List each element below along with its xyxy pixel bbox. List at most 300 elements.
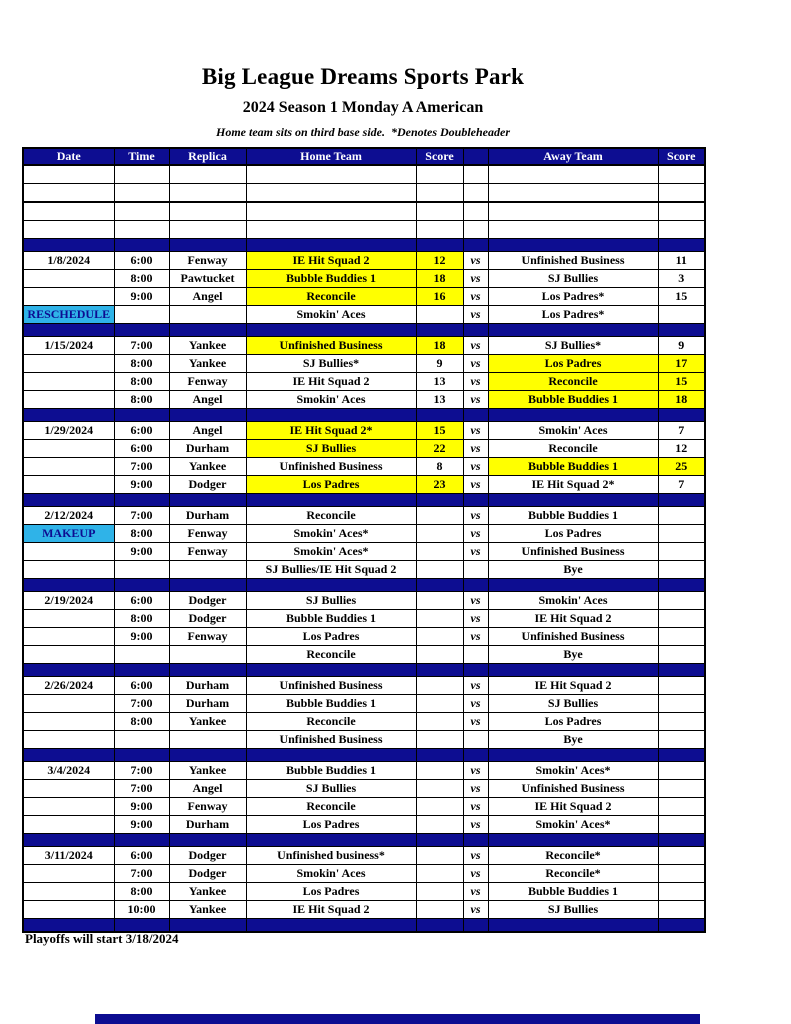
away-team-cell: Reconcile* — [488, 865, 658, 883]
home-score-cell — [416, 543, 463, 561]
away-score-cell — [658, 628, 705, 646]
home-score-cell — [416, 306, 463, 324]
date-cell — [23, 731, 114, 749]
col-header-away-team: Away Team — [488, 148, 658, 165]
home-score-cell — [416, 507, 463, 525]
separator-cell — [416, 239, 463, 252]
separator-cell — [23, 664, 114, 677]
col-header-home-score: Score — [416, 148, 463, 165]
away-team-cell: Los Padres* — [488, 306, 658, 324]
empty-cell — [463, 165, 488, 184]
away-score-cell: 17 — [658, 355, 705, 373]
time-cell: 9:00 — [114, 628, 169, 646]
time-cell: 6:00 — [114, 592, 169, 610]
empty-cell — [416, 221, 463, 239]
separator-cell — [246, 409, 416, 422]
time-cell: 8:00 — [114, 525, 169, 543]
empty-cell — [114, 184, 169, 203]
separator-row — [23, 239, 705, 252]
date-cell — [23, 901, 114, 919]
vs-cell: vs — [463, 847, 488, 865]
replica-cell: Dodger — [169, 847, 246, 865]
away-team-cell: Unfinished Business — [488, 252, 658, 270]
time-cell: 9:00 — [114, 288, 169, 306]
replica-cell: Dodger — [169, 610, 246, 628]
away-score-cell — [658, 713, 705, 731]
away-team-cell: IE Hit Squad 2 — [488, 677, 658, 695]
empty-row — [23, 184, 705, 203]
vs-cell: vs — [463, 525, 488, 543]
home-team-cell: SJ Bullies — [246, 592, 416, 610]
away-score-cell: 25 — [658, 458, 705, 476]
away-team-cell: Unfinished Business — [488, 780, 658, 798]
away-score-cell — [658, 847, 705, 865]
away-score-cell — [658, 610, 705, 628]
time-cell: 7:00 — [114, 507, 169, 525]
separator-cell — [246, 664, 416, 677]
date-cell — [23, 476, 114, 494]
empty-cell — [416, 202, 463, 221]
away-score-cell — [658, 677, 705, 695]
separator-cell — [488, 494, 658, 507]
separator-cell — [114, 749, 169, 762]
away-score-cell: 15 — [658, 373, 705, 391]
away-score-cell — [658, 525, 705, 543]
vs-cell: vs — [463, 610, 488, 628]
separator-cell — [23, 834, 114, 847]
empty-cell — [246, 165, 416, 184]
time-cell: 6:00 — [114, 252, 169, 270]
replica-cell: Durham — [169, 440, 246, 458]
date-cell: 3/4/2024 — [23, 762, 114, 780]
separator-cell — [114, 579, 169, 592]
page-title: Big League Dreams Sports Park — [201, 64, 525, 89]
date-cell — [23, 373, 114, 391]
separator-cell — [488, 239, 658, 252]
separator-cell — [169, 494, 246, 507]
date-cell — [23, 713, 114, 731]
header-row — [23, 148, 705, 165]
home-team-cell: Smokin' Aces — [246, 391, 416, 409]
vs-cell: vs — [463, 780, 488, 798]
home-team-cell: Smokin' Aces* — [246, 525, 416, 543]
home-team-cell: Unfinished Business — [246, 337, 416, 355]
date-cell: 1/29/2024 — [23, 422, 114, 440]
schedule-row — [23, 731, 705, 749]
replica-cell — [169, 306, 246, 324]
schedule-row — [23, 337, 705, 355]
separator-cell — [488, 919, 658, 933]
col-header-vs — [463, 148, 488, 165]
replica-cell: Fenway — [169, 628, 246, 646]
away-score-cell: 7 — [658, 422, 705, 440]
schedule-row — [23, 373, 705, 391]
home-score-cell: 18 — [416, 337, 463, 355]
separator-cell — [246, 324, 416, 337]
separator-cell — [114, 919, 169, 933]
page-subtitle: 2024 Season 1 Monday A American — [242, 99, 484, 116]
separator-cell — [416, 749, 463, 762]
home-team-cell: Reconcile — [246, 507, 416, 525]
away-score-cell — [658, 695, 705, 713]
date-cell — [23, 780, 114, 798]
schedule-row — [23, 628, 705, 646]
away-score-cell — [658, 507, 705, 525]
vs-cell: vs — [463, 592, 488, 610]
schedule-row — [23, 270, 705, 288]
home-team-cell: Los Padres — [246, 883, 416, 901]
away-team-cell: SJ Bullies — [488, 901, 658, 919]
time-cell: 9:00 — [114, 543, 169, 561]
home-score-cell: 16 — [416, 288, 463, 306]
vs-cell: vs — [463, 458, 488, 476]
home-score-cell — [416, 883, 463, 901]
date-cell — [23, 646, 114, 664]
empty-row — [23, 202, 705, 221]
home-team-cell: SJ Bullies — [246, 780, 416, 798]
replica-cell: Yankee — [169, 901, 246, 919]
replica-cell: Durham — [169, 677, 246, 695]
schedule-row — [23, 780, 705, 798]
separator-cell — [169, 239, 246, 252]
home-score-cell — [416, 592, 463, 610]
time-cell: 8:00 — [114, 270, 169, 288]
separator-cell — [416, 494, 463, 507]
away-score-cell: 15 — [658, 288, 705, 306]
replica-cell: Fenway — [169, 373, 246, 391]
replica-cell: Yankee — [169, 337, 246, 355]
away-score-cell: 7 — [658, 476, 705, 494]
vs-cell — [463, 646, 488, 664]
away-score-cell — [658, 798, 705, 816]
replica-cell: Yankee — [169, 458, 246, 476]
separator-cell — [463, 494, 488, 507]
schedule-row — [23, 525, 705, 543]
separator-cell — [463, 664, 488, 677]
time-cell: 8:00 — [114, 610, 169, 628]
home-score-cell — [416, 798, 463, 816]
home-team-cell: IE Hit Squad 2 — [246, 373, 416, 391]
away-score-cell — [658, 780, 705, 798]
home-score-cell: 12 — [416, 252, 463, 270]
time-cell: 6:00 — [114, 677, 169, 695]
separator-cell — [488, 324, 658, 337]
home-team-cell: Los Padres — [246, 816, 416, 834]
separator-cell — [114, 239, 169, 252]
separator-cell — [23, 494, 114, 507]
schedule-row — [23, 816, 705, 834]
empty-cell — [463, 184, 488, 203]
separator-cell — [23, 409, 114, 422]
empty-cell — [488, 221, 658, 239]
replica-cell: Angel — [169, 422, 246, 440]
schedule-row — [23, 592, 705, 610]
away-score-cell — [658, 306, 705, 324]
empty-cell — [658, 184, 705, 203]
replica-cell — [169, 731, 246, 749]
home-score-cell — [416, 695, 463, 713]
vs-cell: vs — [463, 901, 488, 919]
separator-cell — [169, 409, 246, 422]
separator-cell — [658, 579, 705, 592]
home-score-cell: 15 — [416, 422, 463, 440]
home-team-cell: Smokin' Aces — [246, 306, 416, 324]
away-team-cell: SJ Bullies — [488, 695, 658, 713]
time-cell: 8:00 — [114, 391, 169, 409]
replica-cell: Durham — [169, 816, 246, 834]
away-team-cell: Unfinished Business — [488, 628, 658, 646]
empty-row — [23, 221, 705, 239]
separator-cell — [114, 664, 169, 677]
time-cell — [114, 561, 169, 579]
date-cell — [23, 270, 114, 288]
home-score-cell: 13 — [416, 373, 463, 391]
col-header-home-team: Home Team — [246, 148, 416, 165]
empty-cell — [658, 165, 705, 184]
home-team-cell: Bubble Buddies 1 — [246, 695, 416, 713]
date-cell: 2/19/2024 — [23, 592, 114, 610]
separator-cell — [246, 919, 416, 933]
home-team-cell: SJ Bullies/IE Hit Squad 2 — [246, 561, 416, 579]
away-score-cell — [658, 816, 705, 834]
separator-cell — [114, 494, 169, 507]
separator-row — [23, 409, 705, 422]
separator-cell — [23, 324, 114, 337]
vs-cell: vs — [463, 391, 488, 409]
separator-cell — [416, 579, 463, 592]
home-team-cell: Bubble Buddies 1 — [246, 610, 416, 628]
date-cell: MAKEUP — [23, 525, 114, 543]
date-cell — [23, 458, 114, 476]
home-team-cell: IE Hit Squad 2* — [246, 422, 416, 440]
date-cell — [23, 288, 114, 306]
separator-row — [23, 749, 705, 762]
vs-cell: vs — [463, 713, 488, 731]
col-header-date: Date — [23, 148, 114, 165]
date-cell: 2/26/2024 — [23, 677, 114, 695]
legend-note: Home team sits on third base side. *Denotes Doubleheader — [216, 125, 510, 139]
home-score-cell — [416, 816, 463, 834]
replica-cell: Yankee — [169, 883, 246, 901]
home-team-cell: Unfinished Business — [246, 677, 416, 695]
vs-cell: vs — [463, 422, 488, 440]
away-score-cell: 3 — [658, 270, 705, 288]
replica-cell: Dodger — [169, 865, 246, 883]
empty-cell — [246, 202, 416, 221]
separator-cell — [658, 749, 705, 762]
schedule-row — [23, 646, 705, 664]
schedule-row — [23, 422, 705, 440]
replica-cell: Fenway — [169, 798, 246, 816]
time-cell: 10:00 — [114, 901, 169, 919]
schedule-table-body — [23, 148, 705, 932]
home-score-cell — [416, 780, 463, 798]
vs-cell: vs — [463, 306, 488, 324]
date-cell — [23, 883, 114, 901]
separator-row — [23, 324, 705, 337]
schedule-row — [23, 476, 705, 494]
time-cell: 8:00 — [114, 713, 169, 731]
away-team-cell: Smokin' Aces* — [488, 762, 658, 780]
home-team-cell: SJ Bullies — [246, 440, 416, 458]
home-score-cell: 22 — [416, 440, 463, 458]
home-score-cell: 18 — [416, 270, 463, 288]
replica-cell: Durham — [169, 695, 246, 713]
away-team-cell: IE Hit Squad 2 — [488, 798, 658, 816]
separator-cell — [246, 749, 416, 762]
time-cell: 8:00 — [114, 883, 169, 901]
separator-cell — [488, 664, 658, 677]
home-team-cell: Reconcile — [246, 288, 416, 306]
time-cell: 6:00 — [114, 847, 169, 865]
time-cell — [114, 646, 169, 664]
home-score-cell: 8 — [416, 458, 463, 476]
away-team-cell: Smokin' Aces — [488, 422, 658, 440]
vs-cell: vs — [463, 507, 488, 525]
away-team-cell: Unfinished Business — [488, 543, 658, 561]
separator-cell — [416, 324, 463, 337]
replica-cell — [169, 561, 246, 579]
away-team-cell: Bubble Buddies 1 — [488, 883, 658, 901]
away-score-cell — [658, 731, 705, 749]
home-team-cell: Unfinished business* — [246, 847, 416, 865]
date-cell: 3/11/2024 — [23, 847, 114, 865]
vs-cell: vs — [463, 695, 488, 713]
separator-cell — [658, 409, 705, 422]
empty-cell — [416, 184, 463, 203]
time-cell: 9:00 — [114, 816, 169, 834]
time-cell: 8:00 — [114, 373, 169, 391]
vs-cell: vs — [463, 373, 488, 391]
schedule-row — [23, 391, 705, 409]
replica-cell: Dodger — [169, 476, 246, 494]
separator-cell — [169, 834, 246, 847]
empty-cell — [658, 221, 705, 239]
schedule-row — [23, 306, 705, 324]
empty-cell — [114, 202, 169, 221]
home-team-cell: Smokin' Aces* — [246, 543, 416, 561]
home-team-cell: Bubble Buddies 1 — [246, 270, 416, 288]
away-score-cell — [658, 646, 705, 664]
schedule-row — [23, 288, 705, 306]
date-cell — [23, 355, 114, 373]
empty-cell — [169, 221, 246, 239]
separator-cell — [114, 409, 169, 422]
separator-cell — [416, 834, 463, 847]
schedule-row — [23, 677, 705, 695]
date-cell: 2/12/2024 — [23, 507, 114, 525]
home-score-cell: 13 — [416, 391, 463, 409]
date-cell — [23, 543, 114, 561]
separator-cell — [246, 579, 416, 592]
separator-row — [23, 664, 705, 677]
date-cell — [23, 798, 114, 816]
vs-cell: vs — [463, 440, 488, 458]
empty-cell — [488, 165, 658, 184]
away-score-cell: 12 — [658, 440, 705, 458]
home-team-cell: SJ Bullies* — [246, 355, 416, 373]
away-score-cell — [658, 762, 705, 780]
replica-cell: Dodger — [169, 592, 246, 610]
empty-cell — [169, 184, 246, 203]
replica-cell: Fenway — [169, 543, 246, 561]
playoffs-note: Playoffs will start 3/18/2024 — [25, 931, 179, 946]
vs-cell: vs — [463, 762, 488, 780]
home-score-cell — [416, 610, 463, 628]
vs-cell: vs — [463, 355, 488, 373]
separator-cell — [169, 749, 246, 762]
schedule-row — [23, 695, 705, 713]
col-header-time: Time — [114, 148, 169, 165]
schedule-row — [23, 847, 705, 865]
away-team-cell: IE Hit Squad 2* — [488, 476, 658, 494]
vs-cell: vs — [463, 883, 488, 901]
empty-cell — [114, 165, 169, 184]
replica-cell: Pawtucket — [169, 270, 246, 288]
schedule-row — [23, 458, 705, 476]
separator-cell — [463, 749, 488, 762]
away-score-cell — [658, 901, 705, 919]
replica-cell: Angel — [169, 391, 246, 409]
away-team-cell: Bubble Buddies 1 — [488, 458, 658, 476]
away-score-cell: 11 — [658, 252, 705, 270]
schedule-row — [23, 883, 705, 901]
separator-cell — [169, 919, 246, 933]
empty-cell — [658, 202, 705, 221]
vs-cell — [463, 561, 488, 579]
separator-cell — [488, 834, 658, 847]
vs-cell: vs — [463, 252, 488, 270]
vs-cell: vs — [463, 337, 488, 355]
replica-cell — [169, 646, 246, 664]
separator-cell — [246, 834, 416, 847]
empty-cell — [488, 202, 658, 221]
empty-cell — [416, 165, 463, 184]
empty-cell — [23, 202, 114, 221]
separator-cell — [463, 409, 488, 422]
separator-cell — [169, 324, 246, 337]
empty-cell — [246, 221, 416, 239]
date-cell — [23, 440, 114, 458]
separator-row — [23, 494, 705, 507]
separator-cell — [658, 494, 705, 507]
separator-cell — [463, 919, 488, 933]
separator-cell — [23, 749, 114, 762]
vs-cell: vs — [463, 677, 488, 695]
schedule-row — [23, 901, 705, 919]
home-team-cell: Unfinished Business — [246, 731, 416, 749]
time-cell: 6:00 — [114, 440, 169, 458]
home-team-cell: Reconcile — [246, 798, 416, 816]
away-team-cell: Bye — [488, 646, 658, 664]
home-team-cell: Bubble Buddies 1 — [246, 762, 416, 780]
home-score-cell: 23 — [416, 476, 463, 494]
date-cell — [23, 695, 114, 713]
replica-cell: Yankee — [169, 762, 246, 780]
col-header-replica: Replica — [169, 148, 246, 165]
away-team-cell: Los Padres — [488, 525, 658, 543]
separator-cell — [114, 834, 169, 847]
away-score-cell: 9 — [658, 337, 705, 355]
vs-cell — [463, 731, 488, 749]
time-cell: 6:00 — [114, 422, 169, 440]
schedule-row — [23, 543, 705, 561]
schedule-row — [23, 798, 705, 816]
home-score-cell — [416, 713, 463, 731]
away-team-cell: Smokin' Aces — [488, 592, 658, 610]
date-cell — [23, 391, 114, 409]
schedule-row — [23, 507, 705, 525]
